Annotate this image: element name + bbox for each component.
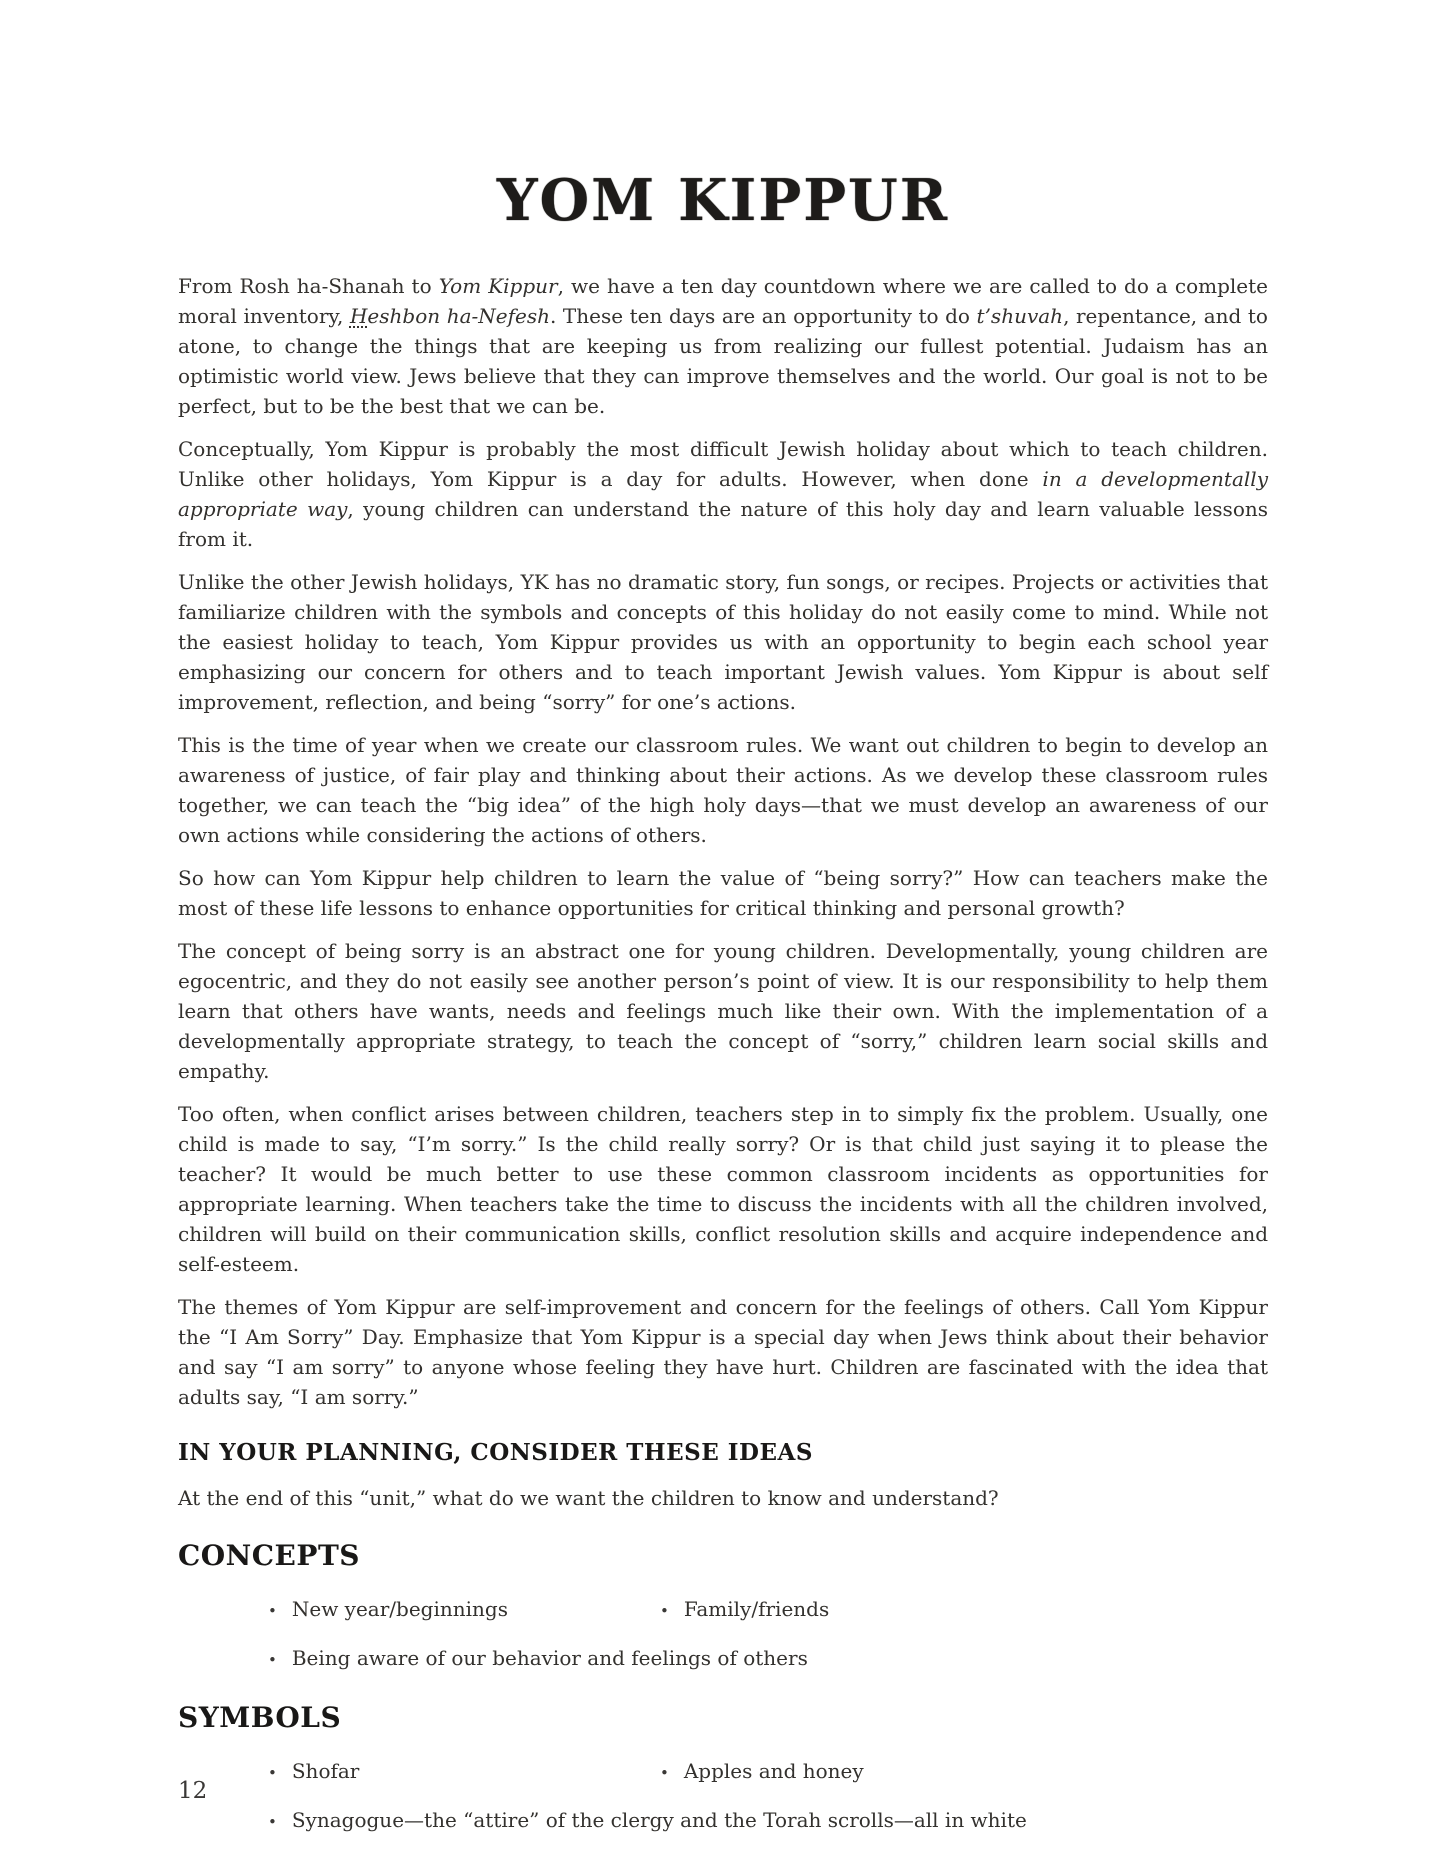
- bullet-icon: •: [268, 1764, 277, 1782]
- list-item: [268, 1805, 1268, 1837]
- bullet-icon: •: [660, 1602, 669, 1620]
- bullet-icon: •: [660, 1764, 669, 1782]
- planning-intro: At the end of this “unit,” what do we want the children to know and understand?: [178, 1486, 999, 1510]
- bullet-text: Family/friends: [683, 1597, 830, 1621]
- paragraph-being-sorry-question: So how can Yom Kippur help children to learn the value of “being sorry?” How can teachers make the most of these life lessons to enhance opportunities for critical thinking and personal growth?: [178, 866, 1268, 920]
- bullet-text: Shofar: [291, 1759, 360, 1783]
- symbols-row-2: [178, 1805, 1268, 1837]
- concepts-heading: CONCEPTS: [178, 1539, 361, 1572]
- bullet-icon: •: [268, 1651, 277, 1669]
- bullet-text: Synagogue—the “attire” of the clergy and the Torah scrolls—all in white: [291, 1808, 1027, 1832]
- concepts-row-1: [178, 1594, 1268, 1626]
- symbols-heading: SYMBOLS: [178, 1701, 342, 1734]
- text-column: [178, 0, 1268, 1854]
- paragraph-classroom-rules: This is the time of year when we create our classroom rules. We want out children to begin to develop an awareness of justice, of fair play and thinking about their actions. As we develop these classroom rules together, we can teach the “big idea” of the high holy days—that we must develop an awareness of our own actions while considering the actions of others.: [178, 733, 1268, 847]
- paragraph-concept-of-sorry: The concept of being sorry is an abstract one for young children. Developmentally, young children are egocentric, and they do not easily see another person’s point of view. It is our responsibility to help them learn that others have wants, needs and feelings much like their own. With the implementation of a developmentally appropriate strategy, to teach the concept of “sorry,” children learn social skills and empathy.: [178, 939, 1268, 1083]
- list-item: [660, 1756, 864, 1788]
- list-item: [660, 1594, 829, 1626]
- paragraph-conflict: Too often, when conflict arises between children, teachers step in to simply fix the problem. Usually, one child is made to say, “I’m sorry.” Is the child really sorry? Or is that child just saying it to please the teacher? It would be much better to use these common classroom incidents as opportunities for appropriate learning. When teachers take the time to discuss the incidents with all the children involved, children will build on their communication skills, conflict resolution skills and acquire independence and self-esteem.: [178, 1102, 1268, 1276]
- paragraph-intro: From Rosh ha-Shanah to Yom Kippur, we have a ten day countdown where we are called to do a complete moral inventory, Heshbon ha-Nefesh. These ten days are an opportunity to do t’shuvah, repentance, and to atone, to change the things that are keeping us from realizing our fullest potential. Judaism has an optimistic world view. Jews believe that they can improve themselves and the world. Our goal is not to be perfect, but to be the best that we can be.: [178, 274, 1269, 418]
- page-title: YOM KIPPUR: [496, 167, 950, 234]
- planning-heading: IN YOUR PLANNING, CONSIDER THESE IDEAS: [178, 1439, 813, 1466]
- bullet-text: Being aware of our behavior and feelings of others: [291, 1646, 808, 1670]
- bullet-text: New year/beginnings: [291, 1597, 508, 1621]
- symbols-row-1: [178, 1756, 1268, 1788]
- bullet-text: Apples and honey: [683, 1759, 864, 1783]
- paragraph-conceptually: Conceptually, Yom Kippur is probably the most difficult Jewish holiday about which to teach children. Unlike other holidays, Yom Kippur is a day for adults. However, when done in a developmentally appropriate way, young children can understand the nature of this holy day and learn valuable lessons from it.: [178, 437, 1268, 551]
- paragraph-themes: The themes of Yom Kippur are self-improvement and concern for the feelings of others. Call Yom Kippur the “I Am Sorry” Day. Emphasize that Yom Kippur is a special day when Jews think about their behavior and say “I am sorry” to anyone whose feeling they have hurt. Children are fascinated with the idea that adults say, “I am sorry.”: [178, 1295, 1268, 1409]
- bullet-icon: •: [268, 1813, 277, 1831]
- bullet-icon: •: [268, 1602, 277, 1620]
- paragraph-unlike-holidays: Unlike the other Jewish holidays, YK has no dramatic story, fun songs, or recipes. Projects or activities that familiarize children with the symbols and concepts of this holiday do not easily come to mind. While not the easiest holiday to teach, Yom Kippur provides us with an opportunity to begin each school year emphasizing our concern for others and to teach important Jewish values. Yom Kippur is about self improvement, reflection, and being “sorry” for one’s actions.: [178, 570, 1268, 714]
- concepts-row-2: [178, 1643, 1268, 1675]
- list-item: [268, 1643, 1268, 1675]
- page-number: 12: [178, 1778, 208, 1804]
